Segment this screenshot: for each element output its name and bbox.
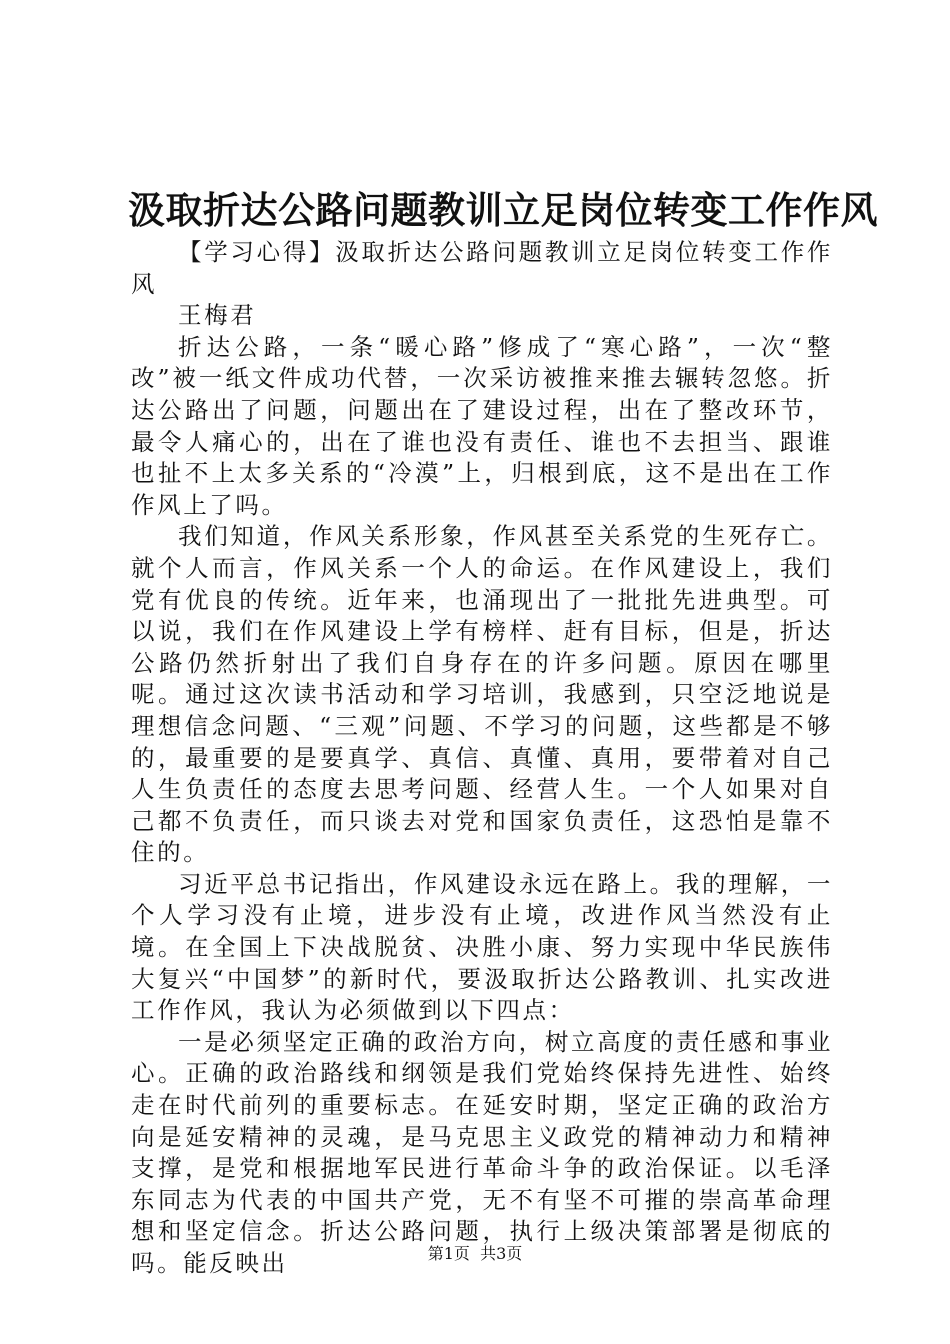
page-number-footer: 第1页 共3页 xyxy=(427,1244,523,1263)
author-name: 王梅君 xyxy=(178,301,257,330)
source-heading-paragraph: 【学习心得】汲取折达公路问题教训立足岗位转变工作作风 xyxy=(131,238,833,298)
body-paragraph: 折达公路，一条“暖心路”修成了“寒心路”，一次“整改”被一纸文件成功代替，一次采访被推来推去辗转忽悠。折达公路出了问题，问题出在了建设过程，出在了整改环节，最令人痛心的，出在了谁也没有责任、谁也不去担当、跟谁也扯不上太多关系的“冷漠”上，归根到底，这不是出在工作作风上了吗。 xyxy=(131,332,833,519)
body-paragraph: 习近平总书记指出，作风建设永远在路上。我的理解，一个人学习没有止境，进步没有止境，改进作风当然没有止境。在全国上下决战脱贫、决胜小康、努力实现中华民族伟大复兴“中国梦”的新时代，要汲取折达公路教训、扎实改进工作作风，我认为必须做到以下四点： xyxy=(131,869,833,1025)
body-paragraph: 一是必须坚定正确的政治方向，树立高度的责任感和事业心。正确的政治路线和纲领是我们党始终保持先进性、始终走在时代前列的重要标志。在延安时期，坚定正确的政治方向是延安精神的灵魂，是马克思主义政党的精神动力和精神支撑，是党和根据地军民进行革命斗争的政治保证。以毛泽东同志为代表的中国共产党，无不有坚不可摧的崇高革命理想和坚定信念。折达公路问题，执行上级决策部署是彻底的吗。能反映出 xyxy=(131,1027,833,1277)
document-title: 汲取折达公路问题教训立足岗位转变工作作风 xyxy=(128,188,878,232)
body-paragraph: 我们知道，作风关系形象，作风甚至关系党的生死存亡。就个人而言，作风关系一个人的命运。在作风建设上，我们党有优良的传统。近年来，也涌现出了一批批先进典型。可以说，我们在作风建设上学有榜样、赶有目标，但是，折达公路仍然折射出了我们自身存在的许多问题。原因在哪里呢。通过这次读书活动和学习培训，我感到，只空泛地说是理想信念问题、“三观”问题、不学习的问题，这些都是不够的，最重要的是要真学、真信、真懂、真用，要带着对自己人生负责任的态度去思考问题、经营人生。一个人如果对自己都不负责任，而只谈去对党和国家负责任，这恐怕是靠不住的。 xyxy=(131,522,833,867)
document-body xyxy=(131,237,833,1280)
